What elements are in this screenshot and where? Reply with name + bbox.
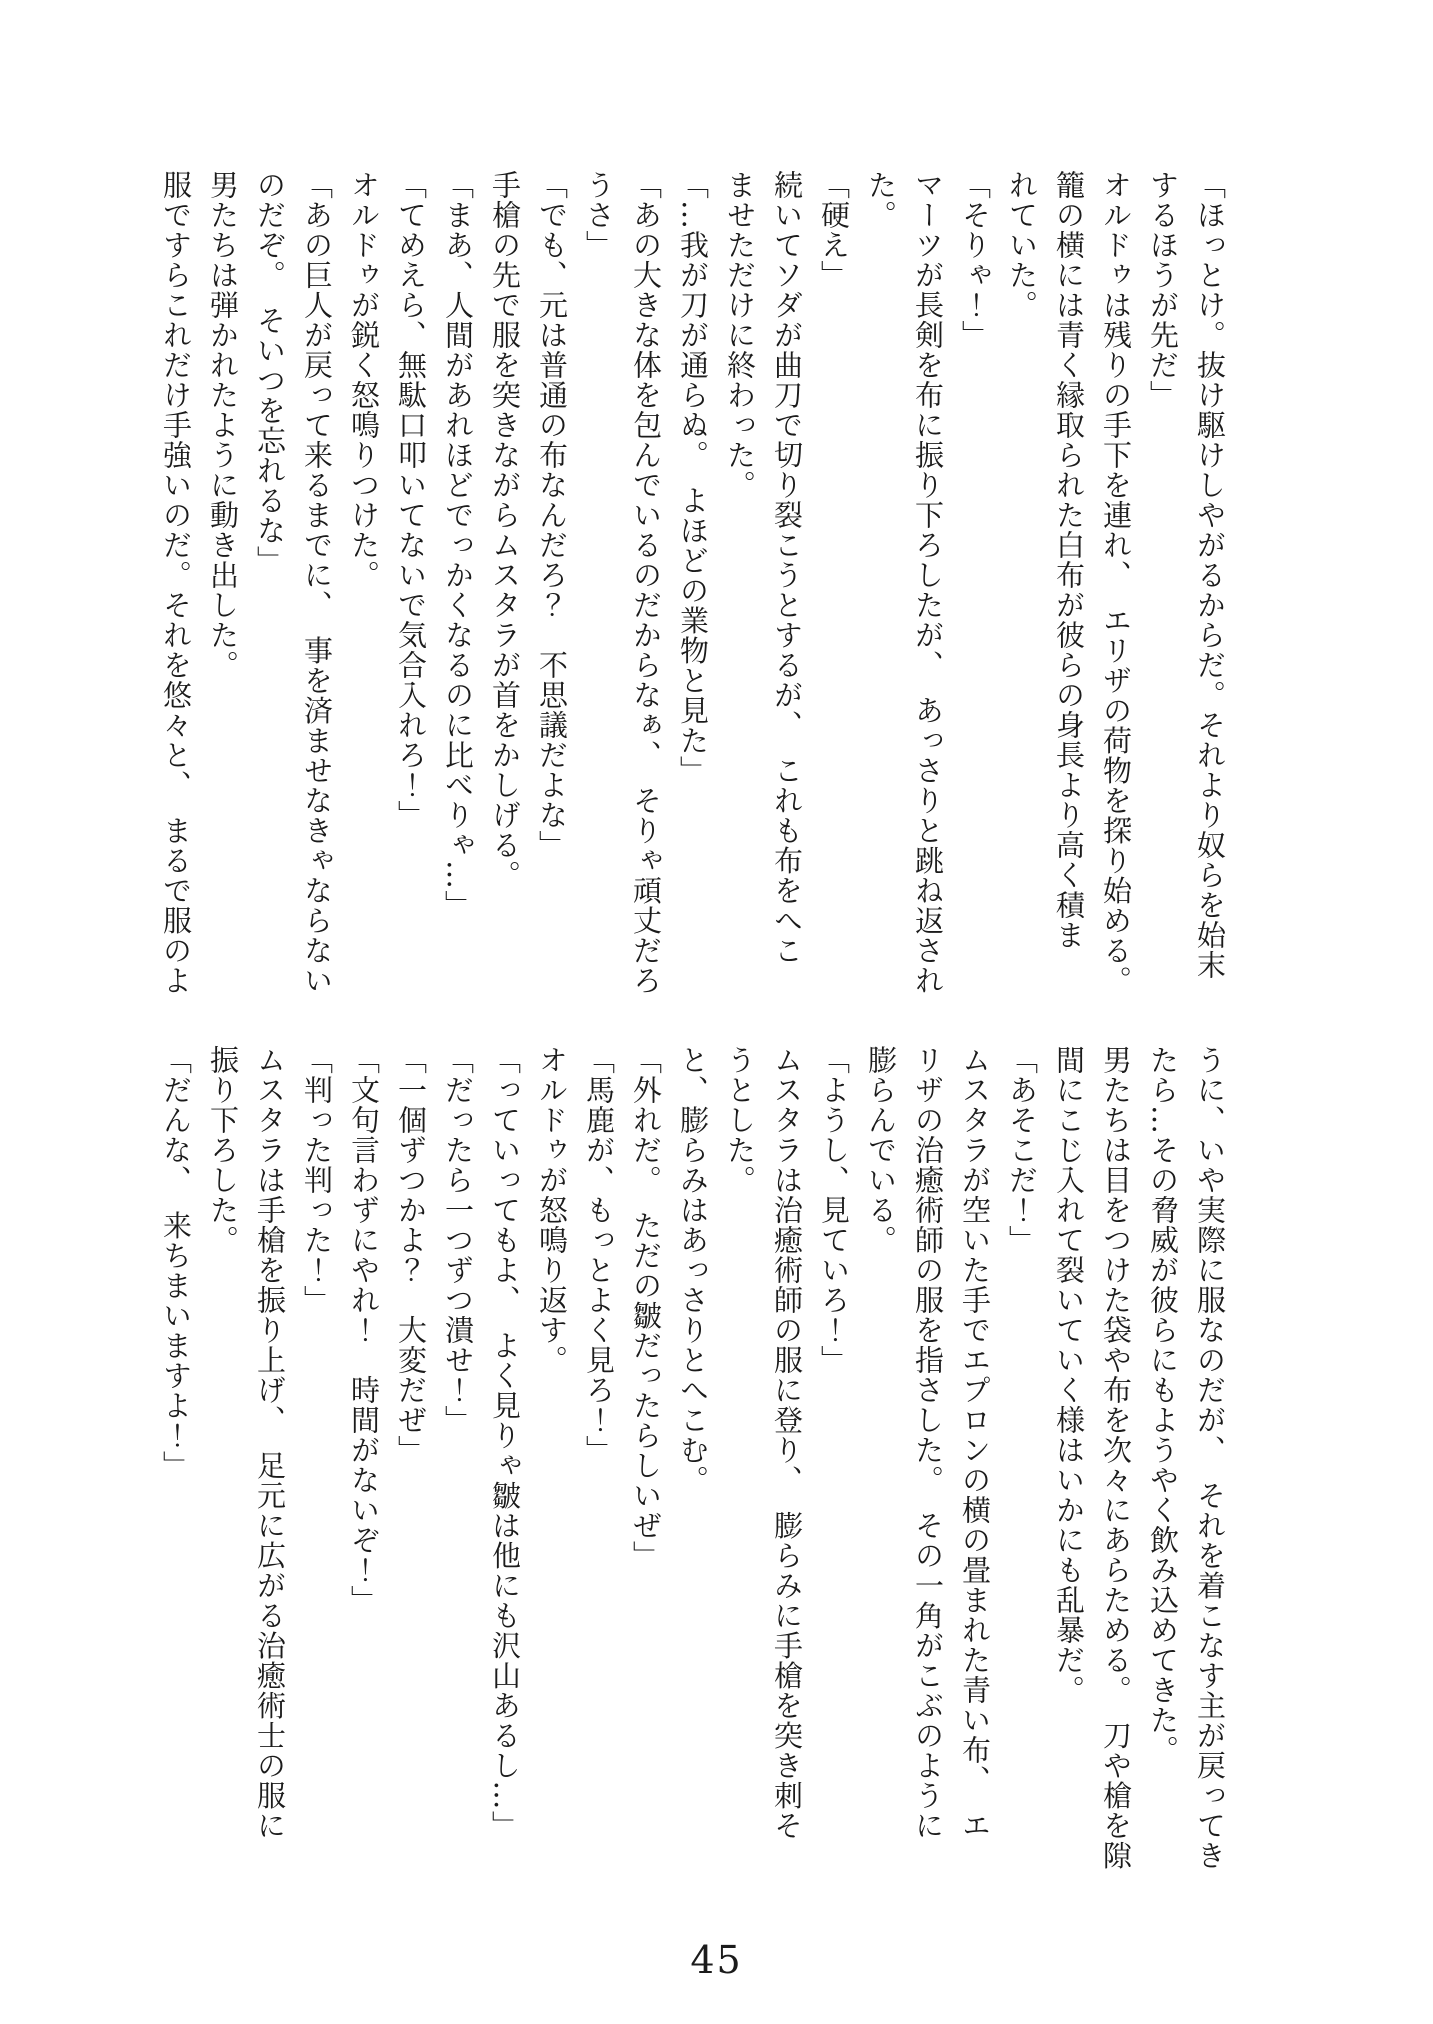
text-line: 「一個ずつかよ？ 大変だぜ」 xyxy=(394,1045,428,1465)
text-line: ムスタラが空いた手でエプロンの横の畳まれた青い布、 エ xyxy=(958,1045,992,1841)
text-line: 「ようし、見ていろ！」 xyxy=(817,1045,851,1375)
page-number: 45 xyxy=(690,1938,743,1982)
text-line: リザの治癒術師の服を指さした。 その一角がこぶのように xyxy=(911,1045,945,1841)
text-line: 「判った判った！」 xyxy=(300,1045,334,1315)
text-line: 男たちは目をつけた袋や布を次々にあらためる。 刀や槍を隙 xyxy=(1099,1045,1133,1871)
text-line: と、膨らみはあっさりとへこむ。 xyxy=(676,1045,710,1495)
text-line: ムスタラは治癒術師の服に登り、 膨らみに手槍を突き刺そ xyxy=(770,1045,804,1841)
text-line: オルドゥが鋭く怒鳴りつけた。 xyxy=(347,170,381,590)
text-line: 「ほっとけ。抜け駆けしやがるからだ。それより奴らを始末 xyxy=(1193,170,1227,980)
text-line: 籠の横には青く縁取られた白布が彼らの身長より高く積ま xyxy=(1052,170,1086,950)
text-line: 手槍の先で服を突きながらムスタラが首をかしげる。 xyxy=(488,170,522,890)
text-line: するほうが先だ」 xyxy=(1146,170,1180,410)
text-line: 服ですらこれだけ手強いのだ。それを悠々と、 まるで服のよ xyxy=(159,170,193,996)
text-line: オルドゥが怒鳴り返す。 xyxy=(535,1045,569,1375)
text-line: 「だんな、 来ちまいますよ！」 xyxy=(159,1045,193,1481)
text-line: たら…その脅威が彼らにもようやく飲み込めてきた。 xyxy=(1146,1045,1180,1765)
text-line: 「…我が刀が通らぬ。 よほどの業物と見た」 xyxy=(676,170,710,786)
text-line: 膨らんでいる。 xyxy=(864,1045,898,1255)
text-line: 「あそこだ！」 xyxy=(1005,1045,1039,1255)
upper-text-block xyxy=(152,170,1233,1050)
text-line: 「てめえら、無駄口叩いてないで気合入れろ！」 xyxy=(394,170,428,830)
text-line: うとした。 xyxy=(723,1045,757,1195)
text-line: ムスタラは手槍を振り上げ、 足元に広がる治癒術士の服に xyxy=(253,1045,287,1841)
text-line: 「文句言わずにやれ！ 時間がないぞ！」 xyxy=(347,1045,381,1615)
text-line: マーツが長剣を布に振り下ろしたが、 あっさりと跳ね返され xyxy=(911,170,945,996)
text-line: 「硬え」 xyxy=(817,170,851,290)
text-line: 「っていってもよ、 よく見りゃ皺は他にも沢山あるし…」 xyxy=(488,1045,522,1841)
text-line: 「外れだ。 ただの皺だったらしいぜ」 xyxy=(629,1045,663,1571)
text-line: 男たちは弾かれたように動き出した。 xyxy=(206,170,240,680)
text-line: うさ」 xyxy=(582,170,616,260)
text-line: た。 xyxy=(864,170,898,230)
text-line: れていた。 xyxy=(1005,170,1039,320)
text-line: 続いてソダが曲刀で切り裂こうとするが、 これも布をへこ xyxy=(770,170,804,966)
text-line: 振り下ろした。 xyxy=(206,1045,240,1255)
text-line: 間にこじ入れて裂いていく様はいかにも乱暴だ。 xyxy=(1052,1045,1086,1705)
text-line: オルドゥは残りの手下を連れ、 エリザの荷物を探り始める。 xyxy=(1099,170,1133,996)
text-line: 「そりゃ！」 xyxy=(958,170,992,350)
text-line: 「だったら一つずつ潰せ！」 xyxy=(441,1045,475,1435)
text-line: 「でも、元は普通の布なんだろ？ 不思議だよな」 xyxy=(535,170,569,860)
text-line: 「馬鹿が、もっとよく見ろ！」 xyxy=(582,1045,616,1465)
lower-text-block xyxy=(152,1045,1233,1925)
text-line: のだぞ。 そいつを忘れるな」 xyxy=(253,170,287,576)
text-line: 「あの巨人が戻って来るまでに、 事を済ませなきゃならない xyxy=(300,170,334,996)
text-line: 「あの大きな体を包んでいるのだからなぁ、 そりゃ頑丈だろ xyxy=(629,170,663,996)
text-line: ませただけに終わった。 xyxy=(723,170,757,500)
text-line: 「まあ、人間があれほどでっかくなるのに比べりゃ…」 xyxy=(441,170,475,920)
text-line: うに、いや実際に服なのだが、 それを着こなす主が戻ってき xyxy=(1193,1045,1227,1871)
